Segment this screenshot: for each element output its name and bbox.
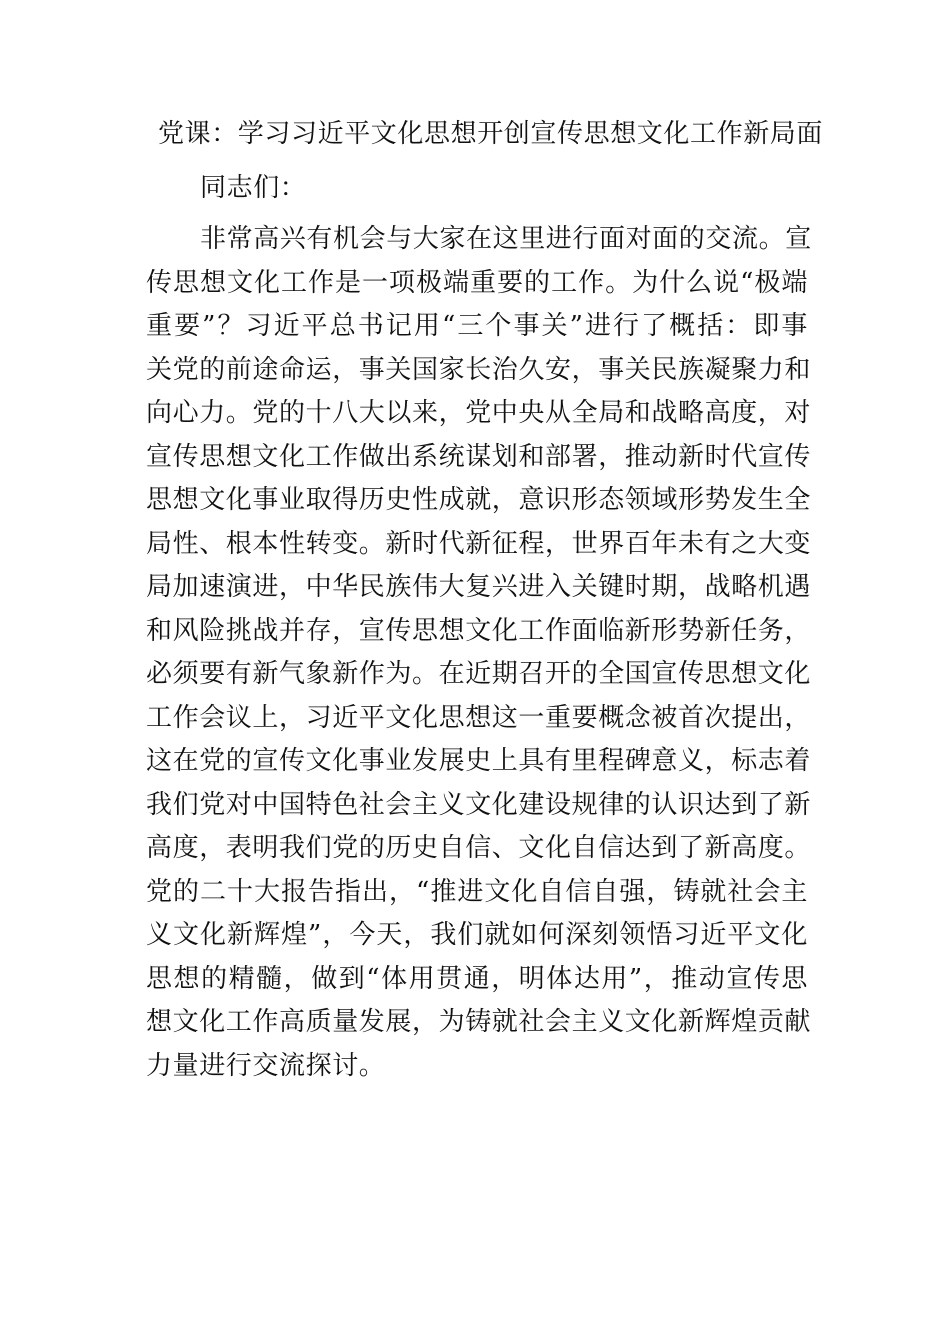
paragraph-line: 想文化工作高质量发展，为铸就社会主义文化新辉煌贡献 [146, 1007, 812, 1037]
document-title: 党课：学习习近平文化思想开创宣传思想文化工作新局面 [158, 119, 824, 149]
paragraph-line: 向心力。党的十八大以来，党中央从全局和战略高度，对 [146, 398, 812, 428]
paragraph-line: 宣传思想文化工作做出系统谋划和部署，推动新时代宣传 [146, 441, 812, 472]
salutation: 同志们： [200, 173, 307, 203]
paragraph-line: 义文化新辉煌”，今天，我们就如何深刻领悟习近平文化 [146, 920, 808, 950]
paragraph-line: 思想文化事业取得历史性成就，意识形态领域形势发生全 [146, 485, 812, 515]
paragraph-line: 非常高兴有机会与大家在这里进行面对面的交流。宣 [200, 224, 812, 254]
paragraph-line: 高度，表明我们党的历史自信、文化自信达到了新高度。 [146, 833, 812, 863]
paragraph-line: 关党的前途命运，事关国家长治久安，事关民族凝聚力和 [146, 354, 812, 385]
paragraph-line: 这在党的宣传文化事业发展史上具有里程碑意义，标志着 [146, 746, 812, 776]
body-paragraph [146, 218, 812, 1088]
paragraph-line: 局性、根本性转变。新时代新征程，世界百年未有之大变 [146, 528, 812, 559]
paragraph-line: 必须要有新气象新作为。在近期召开的全国宣传思想文化 [146, 659, 812, 689]
paragraph-line: 重要”？习近平总书记用“三个事关”进行了概括：即事 [146, 311, 808, 341]
paragraph-line: 和风险挑战并存，宣传思想文化工作面临新形势新任务， [146, 615, 812, 646]
paragraph-line: 思想的精髓，做到“体用贯通，明体达用”，推动宣传思 [146, 963, 808, 994]
paragraph-line: 党的二十大报告指出，“推进文化自信自强，铸就社会主 [146, 876, 808, 907]
paragraph-line: 局加速演进，中华民族伟大复兴进入关键时期，战略机遇 [146, 572, 812, 602]
paragraph-line: 传思想文化工作是一项极端重要的工作。为什么说“极端 [146, 267, 808, 298]
paragraph-line: 力量进行交流探讨。 [146, 1050, 386, 1081]
paragraph-line: 工作会议上，习近平文化思想这一重要概念被首次提出， [146, 702, 812, 733]
paragraph-line: 我们党对中国特色社会主义文化建设规律的认识达到了新 [146, 789, 812, 820]
